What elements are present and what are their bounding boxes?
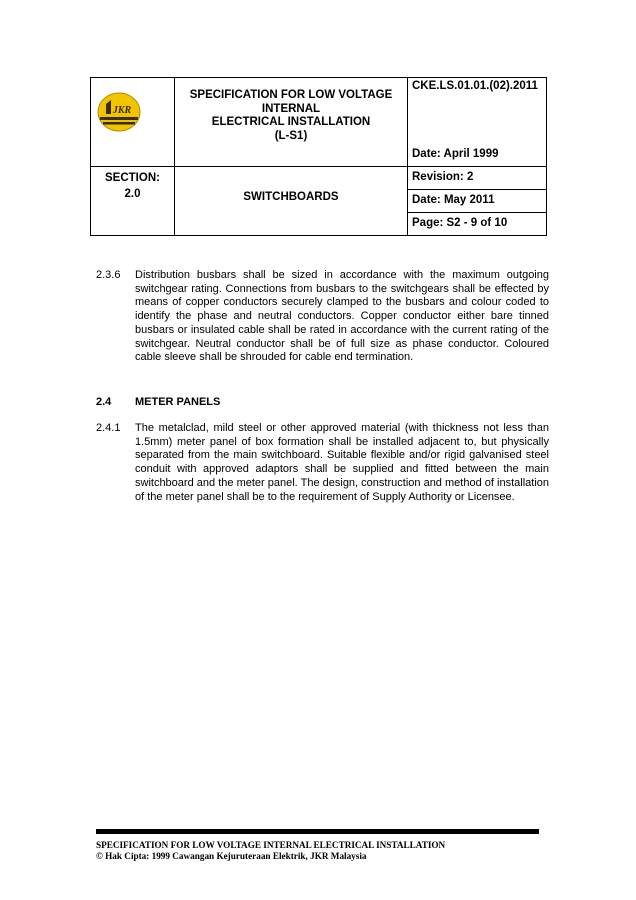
date-original: Date: April 1999 — [412, 148, 499, 160]
spec-title-line: (L-S1) — [274, 129, 308, 142]
page-row — [408, 213, 546, 235]
revision: Revision: 2 — [412, 171, 474, 183]
logo-cell — [91, 78, 175, 167]
section-label: SECTION: — [105, 172, 160, 184]
section-heading: METER PANELS — [135, 396, 221, 408]
doc-code-cell — [408, 78, 547, 167]
page-number: Page: S2 - 9 of 10 — [412, 217, 508, 229]
spec-title-line: SPECIFICATION FOR LOW VOLTAGE — [189, 89, 393, 101]
section-number: 2.4 — [96, 396, 112, 408]
section-title: SWITCHBOARDS — [243, 191, 339, 203]
clause-text: The metalclad, mild steel or other approved material (with thickness not less than 1.5mm) meter panel of box formation shall be installed adjacent to, but physically separated from the main switchboard. Suitable flexible and/or rigid galvanised steel conduit with approved adaptors shall be supplied and fitted between the main switchboard and the meter panel. The design, construction and method of installation of the meter panel shall be to the requirement of Supply Authority or Licensee. — [135, 422, 549, 503]
footer-line: SPECIFICATION FOR LOW VOLTAGE INTERNAL ELECTRICAL INSTALLATION — [96, 840, 446, 850]
revision-cell — [408, 167, 547, 236]
footer-copyright: © Hak Cipta: 1999 Cawangan Kejuruteraan Elektrik, JKR Malaysia — [96, 851, 367, 861]
spec-title — [175, 78, 408, 167]
section-title-cell — [175, 167, 408, 236]
doc-code: CKE.LS.01.01.(02).2011 — [412, 80, 538, 92]
clause-text: Distribution busbars shall be sized in accordance with the maximum outgoing switchgear rating. Connections from busbars to the switchgears shall be effected by means of copper conductors securely clamped to the busbars and colour coded to identify the phase and neutral conductors. Copper conductor either bare tinned busbars or insulated cable shall be rated in accordance with the current rating of the switchgear. Neutral conductor shall be of full size as phase conductor. Coloured cable sleeve shall be shrouded for cable end termination. — [135, 269, 549, 364]
date-revised-row — [408, 190, 546, 213]
clause-number: 2.4.1 — [96, 422, 121, 434]
clause-number: 2.3.6 — [96, 269, 121, 281]
footer-rule — [96, 829, 539, 834]
svg-text:JKR: JKR — [112, 105, 132, 116]
section-cell — [91, 167, 175, 236]
spec-title-line: INTERNAL — [261, 102, 321, 115]
clause-2-3-6 — [96, 269, 552, 381]
clause-2-4-1 — [96, 422, 552, 520]
header-table — [90, 77, 547, 236]
revision-row — [408, 167, 546, 190]
spec-title-line: ELECTRICAL INSTALLATION — [211, 116, 371, 128]
date-revised: Date: May 2011 — [412, 194, 495, 206]
footer — [96, 840, 445, 862]
section-2-4-heading — [96, 396, 552, 410]
jkr-logo-icon — [97, 92, 141, 132]
section-number: 2.0 — [124, 188, 141, 200]
